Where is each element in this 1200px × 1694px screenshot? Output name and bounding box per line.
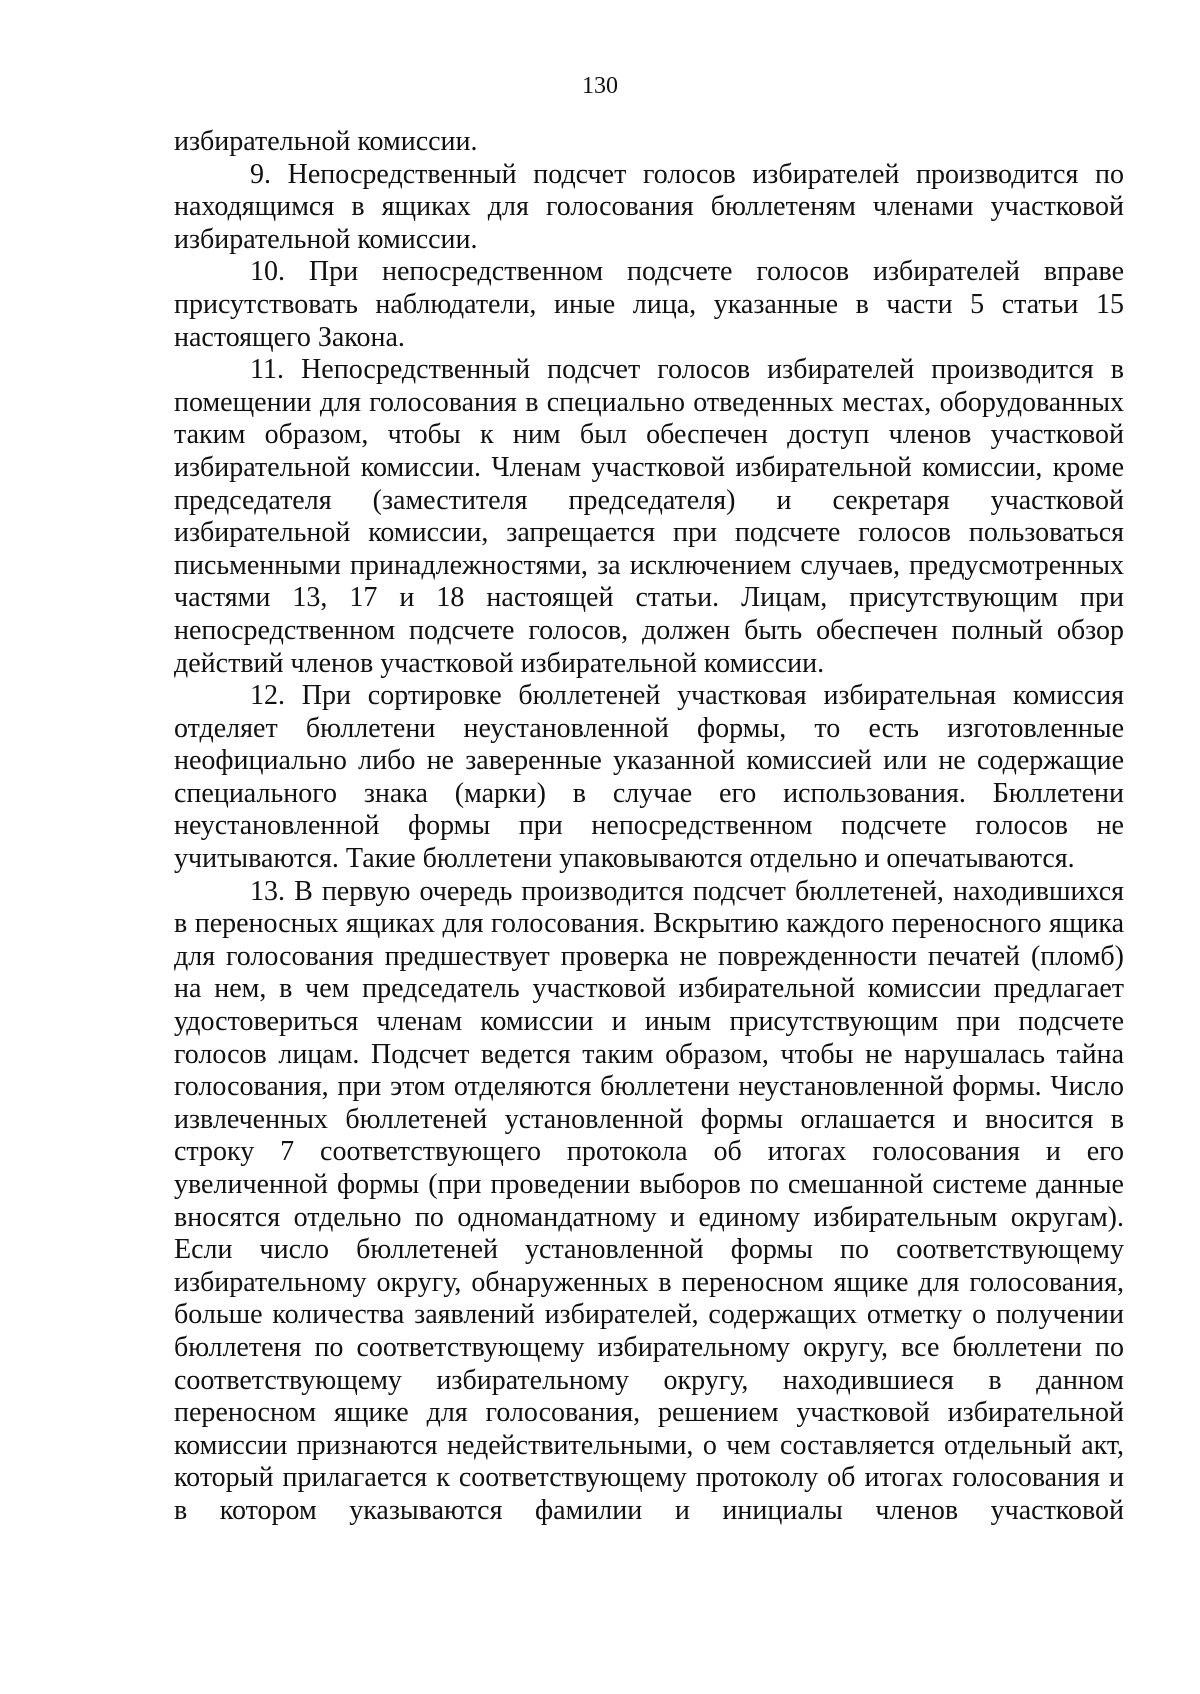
page-number: 130 <box>582 73 618 99</box>
document-body <box>174 126 1124 1528</box>
paragraph-item-12: 12. При сортировке бюллетеней участковая избирательная комиссия отделяет бюллетени неустановленной формы, то есть изготовленные неофициально либо не заверенные указанной комиссией или не содержащие специального знака (марки) в случае его использования. Бюллетени неустановленной формы при непосредственном подсчете голосов не учитываются. Такие бюллетени упаковываются отдельно и опечатываются. <box>174 680 1124 875</box>
paragraph-item-13: 13. В первую очередь производится подсчет бюллетеней, находившихся в переносных ящиках для голосования. Вскрытию каждого переносного ящика для голосования предшествует проверка не поврежденности печатей (пломб) на нем, в чем председатель участковой избирательной комиссии предлагает удостовериться членам комиссии и иным присутствующим при подсчете голосов лицам. Подсчет ведется таким образом, чтобы не нарушалась тайна голосования, при этом отделяются бюллетени неустановленной формы. Число извлеченных бюллетеней установленной формы оглашается и вносится в строку 7 соответствующего протокола об итогах голосования и его увеличенной формы (при проведении выборов по смешанной системе данные вносятся отдельно по одномандатному и единому избирательным округам). Если число бюллетеней установленной формы по соответствующему избирательному округу, обнаруженных в переносном ящике для голосования, больше количества заявлений избирателей, содержащих отметку о получении бюллетеня по соответствующему избирательному округу, все бюллетени по соответствующему избирательному округу, находившиеся в данном переносном ящике для голосования, решением участковой избирательной комиссии признаются недействительными, о чем составляется отдельный акт, который прилагается к соответствующему протоколу об итогах голосования и в котором указываются фамилии и инициалы членов участковой <box>174 875 1124 1526</box>
paragraph-item-11: 11. Непосредственный подсчет голосов избирателей производится в помещении для голосования в специально отведенных местах, оборудованных таким образом, чтобы к ним был обеспечен доступ членов участковой избирательной комиссии. Членам участковой избирательной комиссии, кроме председателя (заместителя председателя) и секретаря участковой избирательной комиссии, запрещается при подсчете голосов пользоваться письменными принадлежностями, за исключением случаев, предусмотренных частями 13, 17 и 18 настоящей статьи. Лицам, присутствующим при непосредственном подсчете голосов, должен быть обеспечен полный обзор действий членов участковой избирательной комиссии. <box>174 354 1124 679</box>
paragraph-item-9: 9. Непосредственный подсчет голосов избирателей производится по находящимся в ящиках для голосования бюллетеням членами участковой избирательной комиссии. <box>174 158 1124 255</box>
paragraph-item-10: 10. При непосредственном подсчете голосов избирателей вправе присутствовать наблюдатели, иные лица, указанные в части 5 статьи 15 настоящего Закона. <box>174 256 1124 353</box>
paragraph-continuation: избирательной комиссии. <box>174 126 478 157</box>
